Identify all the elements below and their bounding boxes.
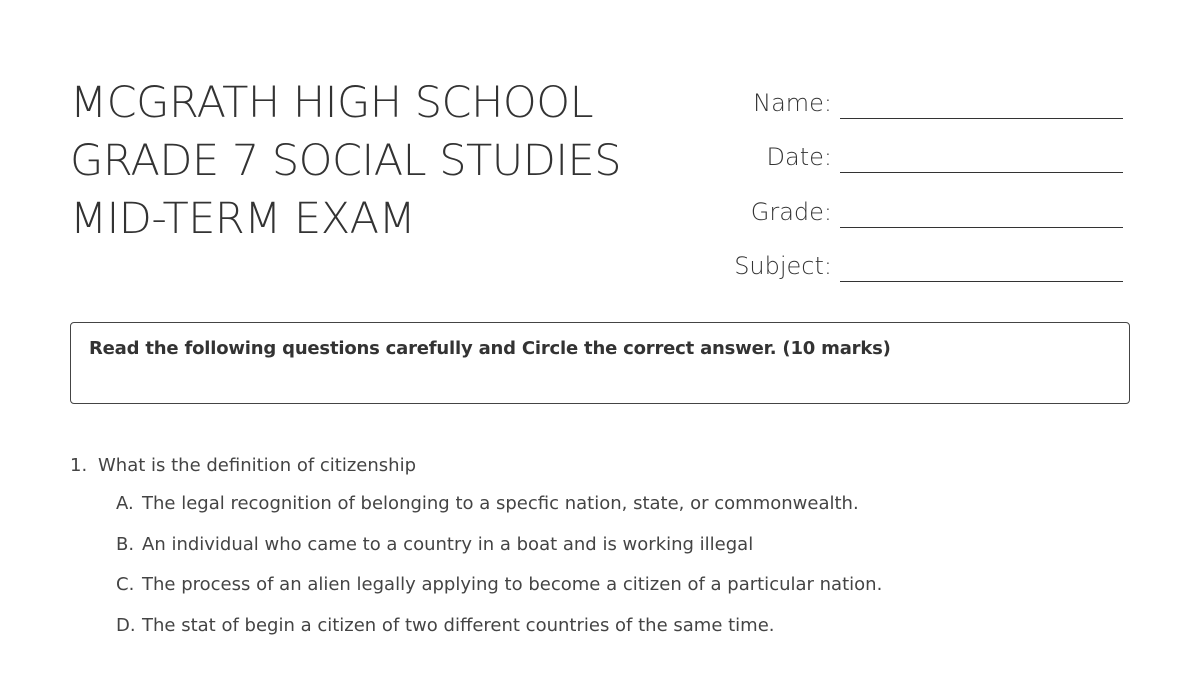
name-field-row [700,76,1130,131]
option-text: The process of an alien legally applying to become a citizen of a particular nation. [142,574,883,595]
school-name: MCGRATH HIGH SCHOOL [70,78,594,128]
instructions-text: Read the following questions carefully and Circle the correct answer. (10 marks) [89,338,891,359]
subject-blank-line[interactable] [840,281,1123,282]
option-b[interactable] [116,532,1150,573]
date-label: Date: [766,143,832,171]
answer-options [116,491,1150,653]
option-letter: A. [116,493,134,514]
subject-field-row [700,240,1130,295]
option-text: The legal recognition of belonging to a specfic nation, state, or commonwealth. [142,493,859,514]
option-d[interactable] [116,613,1150,654]
date-blank-line[interactable] [840,172,1123,173]
instructions-box [70,322,1130,404]
course-name: GRADE 7 SOCIAL STUDIES [70,136,622,186]
name-blank-line[interactable] [840,118,1123,119]
option-c[interactable] [116,572,1150,613]
exam-title [70,74,710,248]
grade-label: Grade: [750,197,832,226]
name-label: Name: [753,88,832,117]
exam-name: MID-TERM EXAM [70,194,416,244]
question-text: What is the definition of citizenship [98,455,416,476]
question-number: 1. [70,455,88,476]
student-info-fields [700,76,1130,294]
option-text: An individual who came to a country in a boat and is working illegal [142,533,754,555]
question-1 [70,453,1150,653]
option-letter: B. [116,533,135,555]
grade-blank-line[interactable] [840,227,1123,228]
option-a[interactable] [116,491,1150,532]
option-letter: C. [116,574,135,595]
grade-field-row [700,185,1130,240]
subject-label: Subject: [734,252,832,280]
date-field-row [700,131,1130,186]
option-text: The stat of begin a citizen of two different countries of the same time. [142,614,775,636]
option-letter: D. [116,614,136,636]
question-stem [70,453,1150,479]
